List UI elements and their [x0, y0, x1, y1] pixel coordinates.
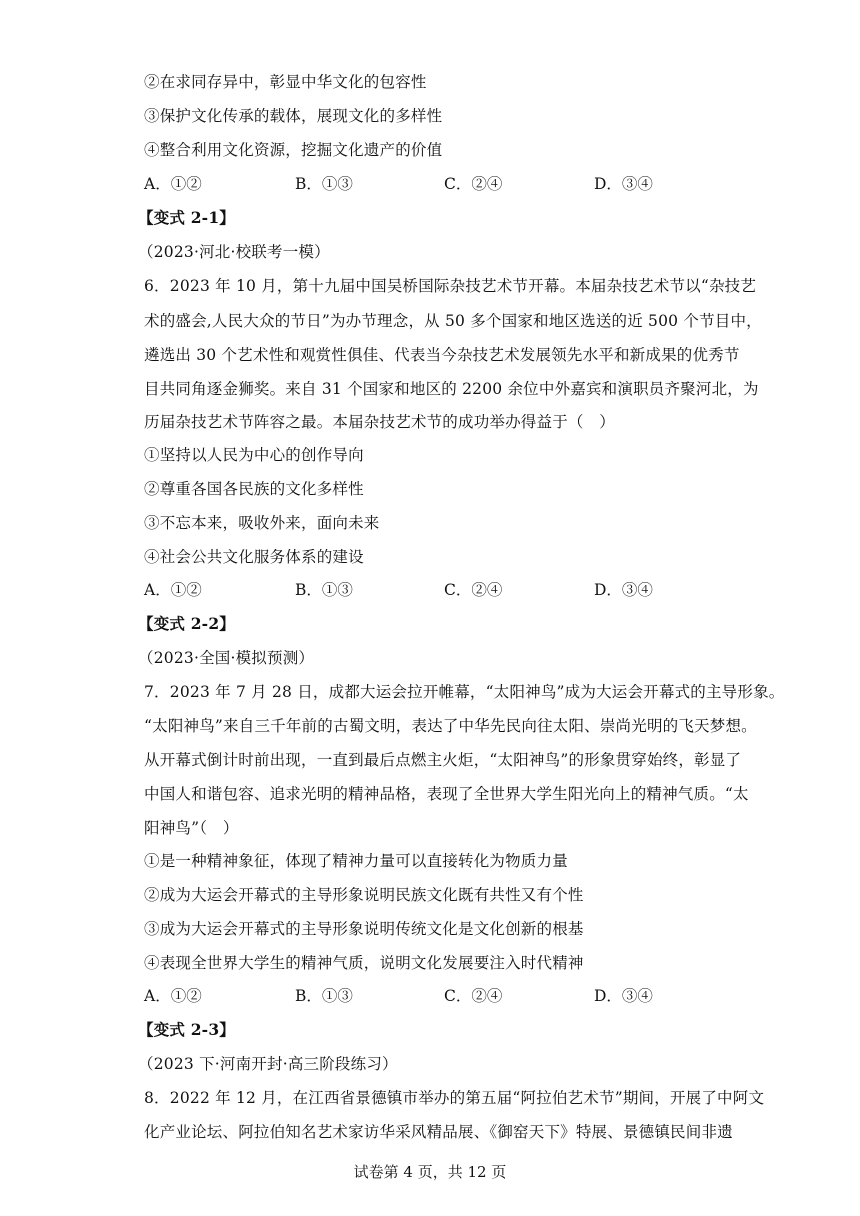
q8-stem-line-1: 8．2022 年 12 月，在江西省景德镇市举办的第五届“阿拉伯艺术节”期间，开展了中阿文 [144, 1089, 765, 1107]
q6-option-d: D．③④ [594, 581, 653, 599]
q6-option-a: A．①② [144, 581, 202, 599]
q5-statement-2: ②在求同存异中，彰显中华文化的包容性 [144, 73, 427, 91]
q7-option-b: B．①③ [295, 987, 353, 1005]
q7-stem-line-4: 中国人和谐包容、追求光明的精神品格，表现了全世界大学生阳光向上的精神气质。“太 [144, 785, 749, 803]
page-footer: 试卷第 4 页，共 12 页 [353, 1163, 507, 1181]
q7-stem-line-2: “太阳神鸟”来自三千年前的古蜀文明，表达了中华先民向往太阳、崇尚光明的飞天梦想。 [144, 717, 757, 735]
q5-option-b: B．①③ [295, 175, 353, 193]
q8-stem-line-2: 化产业论坛、阿拉伯知名艺术家访华采风精品展、《御窑天下》特展、景德镇民间非遗 [144, 1123, 733, 1141]
q5-option-a: A．①② [144, 175, 202, 193]
q7-option-c: C．②④ [444, 987, 503, 1005]
q6-stem-line-4: 目共同角逐金狮奖。来自 31 个国家和地区的 2200 余位中外嘉宾和演职员齐聚河北，为 [144, 380, 759, 398]
q5-statement-4: ④整合利用文化资源，挖掘文化遗产的价值 [144, 141, 443, 159]
q7-stem-line-1: 7．2023 年 7 月 28 日，成都大运会拉开帷幕，“太阳神鸟”成为大运会开幕式的主导形象。 [144, 683, 785, 701]
variant-2-3-heading: 【变式 2-3】 [138, 1020, 235, 1039]
variant-2-1-source: （2023·河北·校联考一模） [138, 243, 330, 261]
q5-statement-3: ③保护文化传承的载体，展现文化的多样性 [144, 107, 443, 125]
q7-stem-line-5: 阳神鸟”（ ） [144, 819, 239, 837]
q7-statement-1: ①是一种精神象征，体现了精神力量可以直接转化为物质力量 [144, 852, 568, 870]
q6-stem-line-1: 6．2023 年 10 月，第十九届中国吴桥国际杂技艺术节开幕。本届杂技艺术节以“杂技艺 [144, 277, 757, 295]
q7-statement-2: ②成为大运会开幕式的主导形象说明民族文化既有共性又有个性 [144, 886, 584, 904]
q5-option-c: C．②④ [444, 175, 503, 193]
variant-2-2-source: （2023·全国·模拟预测） [138, 649, 315, 667]
variant-2-1-heading: 【变式 2-1】 [138, 208, 235, 227]
q6-option-c: C．②④ [444, 581, 503, 599]
q7-statement-4: ④表现全世界大学生的精神气质，说明文化发展要注入时代精神 [144, 954, 584, 972]
q7-option-a: A．①② [144, 987, 202, 1005]
q7-stem-line-3: 从开幕式倒计时前出现，一直到最后点燃主火炬，“太阳神鸟”的形象贯穿始终，彰显了 [144, 751, 742, 769]
q7-option-d: D．③④ [594, 987, 653, 1005]
q7-statement-3: ③成为大运会开幕式的主导形象说明传统文化是文化创新的根基 [144, 920, 584, 938]
q6-statement-2: ②尊重各国各民族的文化多样性 [144, 480, 364, 498]
q6-statement-3: ③不忘本来，吸收外来，面向未来 [144, 514, 380, 532]
q6-stem-line-2: 术的盛会,人民大众的节日”为办节理念，从 50 多个国家和地区选送的近 500 个节目中， [144, 312, 762, 330]
variant-2-2-heading: 【变式 2-2】 [138, 614, 235, 633]
variant-2-3-source: （2023 下·河南开封·高三阶段练习） [138, 1055, 398, 1073]
q6-stem-line-3: 遴选出 30 个艺术性和观赏性俱佳、代表当今杂技艺术发展领先水平和新成果的优秀节 [144, 346, 740, 364]
q5-option-d: D．③④ [594, 175, 653, 193]
q6-option-b: B．①③ [295, 581, 353, 599]
q6-statement-1: ①坚持以人民为中心的创作导向 [144, 446, 364, 464]
q6-statement-4: ④社会公共文化服务体系的建设 [144, 548, 364, 566]
q6-stem-line-5: 历届杂技艺术节阵容之最。本届杂技艺术节的成功举办得益于（ ） [144, 413, 616, 431]
